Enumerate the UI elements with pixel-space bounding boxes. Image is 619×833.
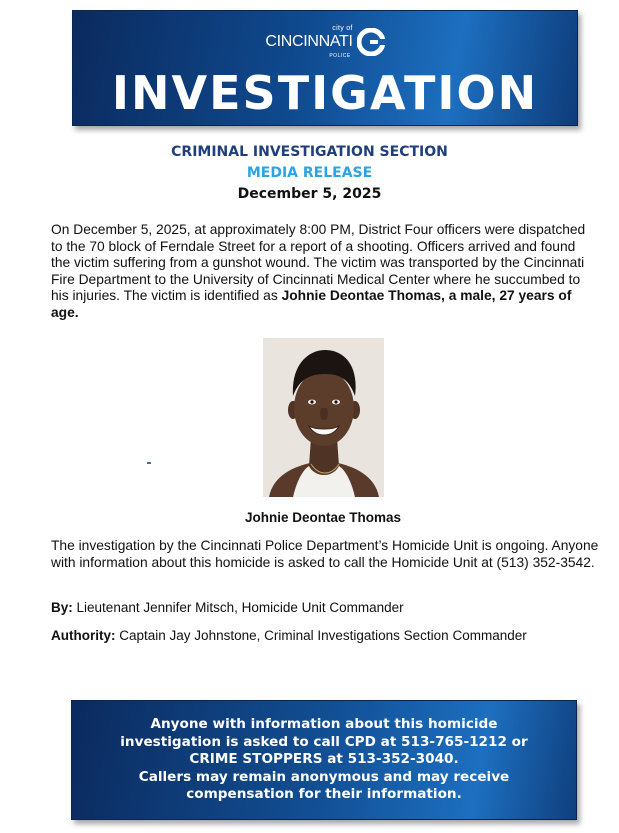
cincinnati-logo — [73, 25, 577, 59]
portrait-image — [263, 338, 384, 497]
stray-mark — [147, 462, 151, 464]
authority-label: Authority: — [51, 628, 116, 643]
intro-text: On December 5, 2025, at approximately 8:00 PM, District Four officers were dispatched to the 70 block of Ferndale Street for a report of a shooting. Officers arrived and found the victim suffering from a gunshot wound. The victim was transported by the Cincinnati Fire Department to the University of Cincinnati Medical Center where he succumbed to his injuries. The victim is identified as — [51, 222, 586, 304]
logo-city-of: city of — [332, 25, 353, 32]
by-value: Lieutenant Jennifer Mitsch, Homicide Unit Commander — [76, 600, 404, 615]
banner-title: INVESTIGATION — [111, 66, 539, 120]
header-banner — [72, 10, 578, 126]
by-label: By: — [51, 600, 73, 615]
footer-line-1: Anyone with information about this homicide — [150, 716, 498, 732]
release-date: December 5, 2025 — [237, 186, 382, 202]
footer-line-4: Callers may remain anonymous and may receive — [138, 768, 510, 785]
media-release-label: MEDIA RELEASE — [246, 165, 373, 181]
investigation-paragraph: The investigation by the Cincinnati Police Department’s Homicide Unit is ongoing. Anyone with information about this homicide is asked to call the Homicide Unit at (513) 352-3542. — [51, 538, 599, 570]
authority-value: Captain Jay Johnstone, Criminal Investigations Section Commander — [119, 628, 527, 643]
intro-paragraph — [51, 222, 591, 322]
logo-police: POLICE — [329, 53, 351, 59]
footer-line-2: investigation is asked to call CPD at 513-765-1212 or — [120, 733, 528, 750]
by-line — [51, 600, 404, 615]
footer-line-3: CRIME STOPPERS at 513-352-3040. — [189, 751, 459, 768]
tip-line-text — [72, 716, 576, 804]
tip-line-banner — [71, 700, 577, 820]
section-title: CRIMINAL INVESTIGATION SECTION — [171, 144, 448, 160]
city-c-logo-icon — [357, 28, 385, 56]
victim-photo — [263, 338, 384, 497]
victim-identity: Johnie Deontae Thomas, a male, 27 years of age. — [51, 288, 572, 320]
logo-city-name: CINCINNATI — [265, 33, 353, 50]
photo-caption: Johnie Deontae Thomas — [244, 510, 402, 525]
authority-line — [51, 628, 527, 643]
footer-line-5: compensation for their information. — [186, 786, 462, 803]
